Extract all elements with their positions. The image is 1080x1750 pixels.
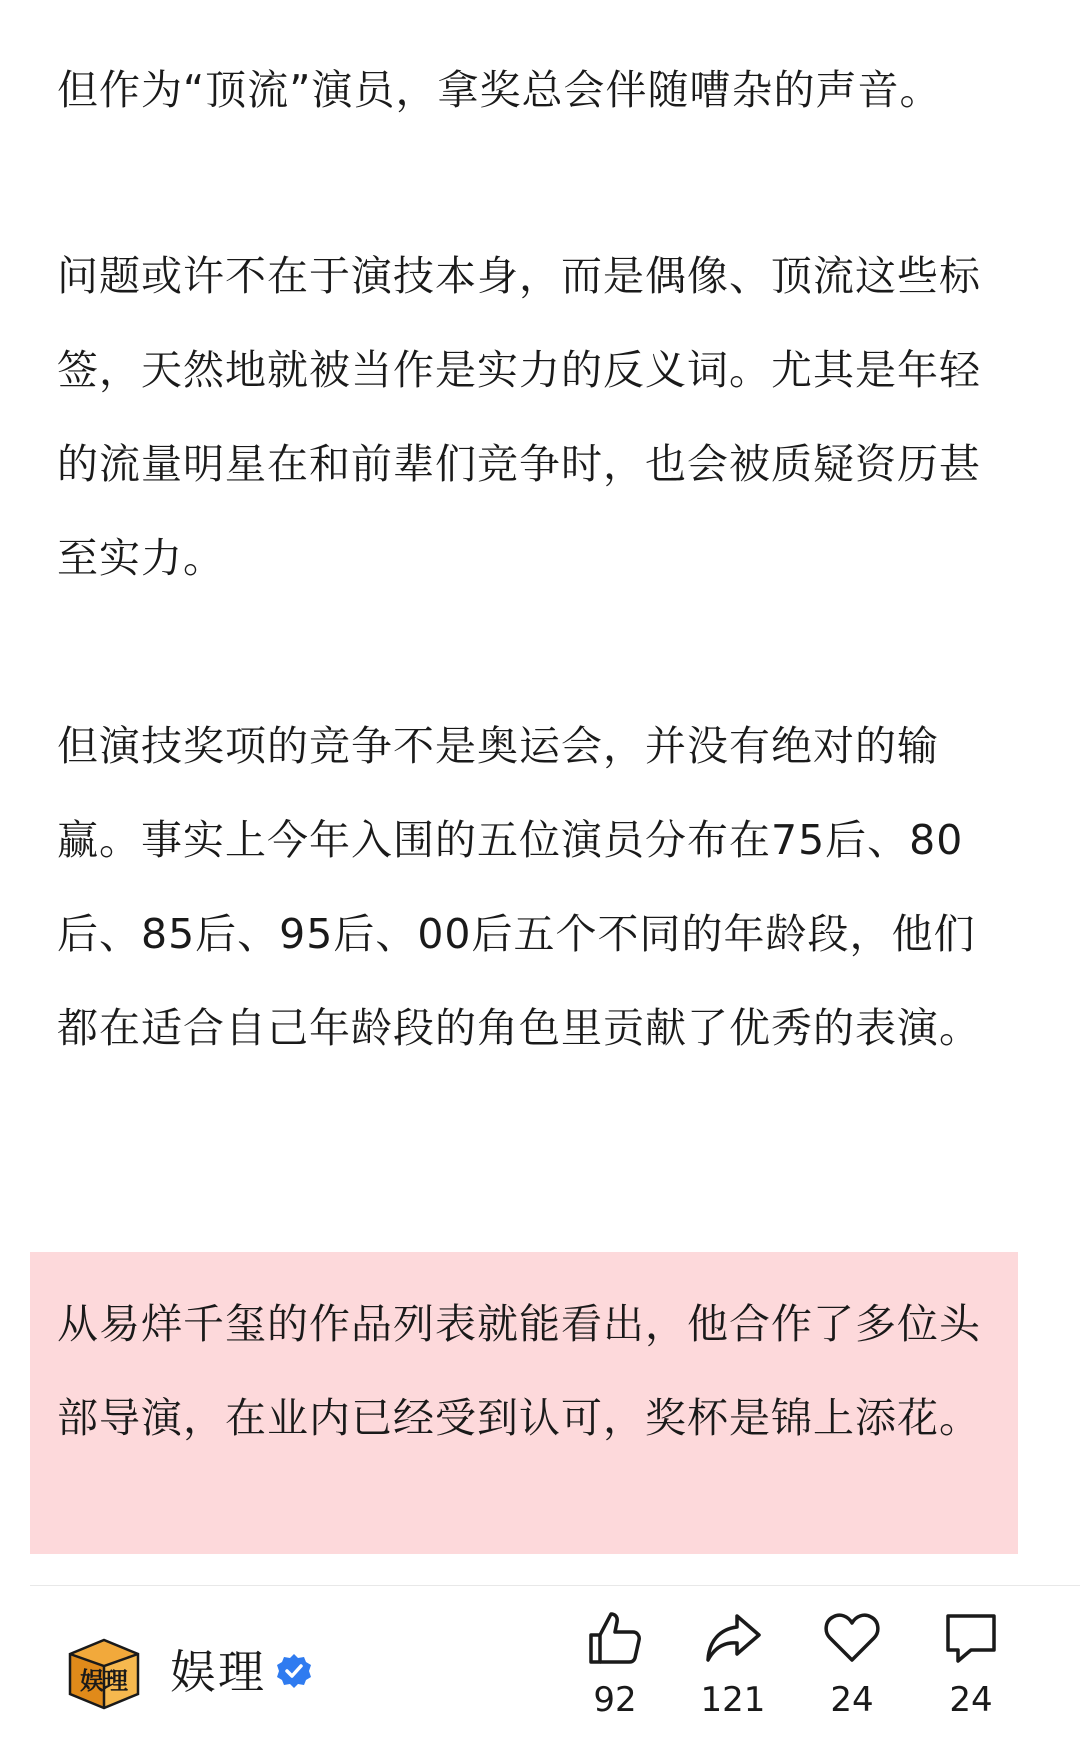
highlight-quote [30, 1252, 1018, 1554]
author-action-bar [0, 1586, 1080, 1750]
account-name[interactable]: 娱理 [170, 1645, 266, 1699]
thumbs-up-icon [585, 1608, 645, 1668]
avatar-logo-text: 娱理 [80, 1667, 128, 1695]
article-paragraph: 问题或许不在于演技本身，而是偶像、顶流这些标签，天然地就被当作是实力的反义词。尤其是年轻的流量明星在和前辈们竞争时，也会被质疑资历甚至实力。 [57, 252, 981, 582]
highlight-quote-text: 从易烊千玺的作品列表就能看出，他合作了多位头部导演，在业内已经受到认可，奖杯是锦上添花。 [57, 1300, 981, 1442]
comment-count: 24 [949, 1680, 993, 1720]
comment-bubble-icon [941, 1608, 1001, 1668]
like-button[interactable] [560, 1608, 670, 1738]
article-paragraph: 但演技奖项的竞争不是奥运会，并没有绝对的输赢。事实上今年入围的五位演员分布在75后、80后、85后、95后、00后五个不同的年龄段，他们都在适合自己年龄段的角色里贡献了优秀的表演。 [57, 722, 981, 1052]
share-count: 121 [700, 1680, 766, 1720]
article-paragraph: 但作为“顶流”演员，拿奖总会伴随嘈杂的声音。 [57, 66, 942, 114]
verified-badge-icon [276, 1653, 312, 1689]
comment-button[interactable] [916, 1608, 1026, 1738]
heart-icon [822, 1608, 882, 1668]
favorite-count: 24 [830, 1680, 874, 1720]
yuli-logo-icon[interactable] [66, 1636, 142, 1712]
share-arrow-icon [703, 1608, 763, 1668]
like-count: 92 [593, 1680, 637, 1720]
share-button[interactable] [678, 1608, 788, 1738]
favorite-button[interactable] [797, 1608, 907, 1738]
